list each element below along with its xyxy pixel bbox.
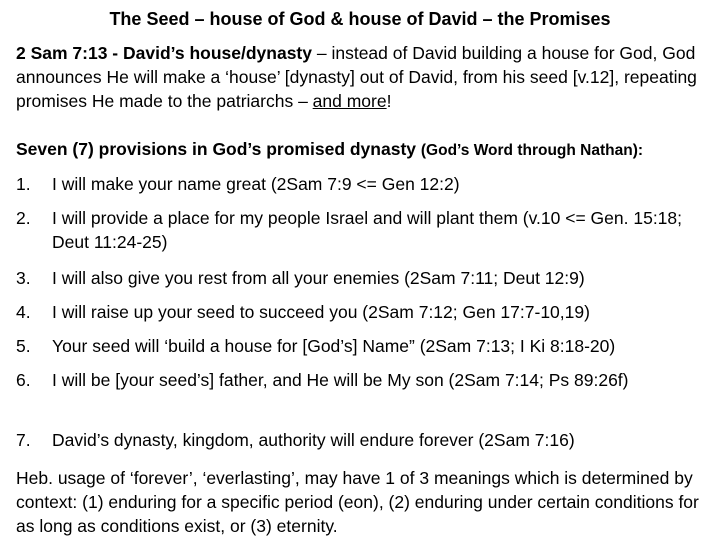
provision-number: 5. bbox=[16, 336, 31, 356]
provision-text: I will make your name great (2Sam 7:9 <= Gen 12:2) bbox=[52, 174, 460, 194]
intro-text-end: ! bbox=[386, 91, 392, 111]
provision-number: 6. bbox=[16, 370, 31, 390]
provision-item-3 bbox=[16, 266, 706, 290]
provision-number: 1. bbox=[16, 174, 31, 194]
provision-text: I will also give you rest from all your enemies (2Sam 7:11; Deut 12:9) bbox=[52, 268, 585, 288]
provisions-heading-note: (God’s Word through Nathan): bbox=[420, 142, 644, 159]
provision-item-1 bbox=[16, 172, 706, 196]
provision-item-6 bbox=[16, 368, 706, 392]
provision-number: 4. bbox=[16, 302, 31, 322]
provision-number: 2. bbox=[16, 208, 31, 228]
provision-item-4 bbox=[16, 300, 706, 324]
provisions-heading bbox=[16, 137, 720, 163]
provision-text: I will raise up your seed to succeed you (2Sam 7:12; Gen 17:7-10,19) bbox=[52, 302, 590, 322]
provision-text: David’s dynasty, kingdom, authority will endure forever (2Sam 7:16) bbox=[52, 430, 575, 450]
intro-lead: 2 Sam 7:13 - David’s house/dynasty bbox=[16, 43, 312, 63]
provision-item-2 bbox=[16, 206, 706, 254]
intro-underlined: and more bbox=[312, 91, 387, 111]
provision-item-5 bbox=[16, 334, 706, 358]
provision-text: I will provide a place for my people Israel and will plant them (v.10 <= Gen. 15:18; Deut 11:24-25) bbox=[52, 208, 683, 252]
slide-title: The Seed – house of God & house of David – the Promises bbox=[109, 9, 611, 29]
intro-paragraph bbox=[16, 41, 716, 113]
provisions-heading-main: Seven (7) provisions in God’s promised dynasty bbox=[16, 139, 417, 159]
intro-text: – instead of David building a house for God, God announces He will make a ‘house’ [dynasty] out of David, from his seed [v.12], repeating promises He made to the patriarchs – bbox=[16, 43, 697, 111]
provision-item-7 bbox=[16, 428, 706, 452]
provision-text: Your seed will ‘build a house for [God’s] Name” (2Sam 7:13; I Ki 8:18-20) bbox=[52, 336, 616, 356]
provision-number: 3. bbox=[16, 268, 31, 288]
provision-number: 7. bbox=[16, 430, 31, 450]
closing-paragraph: Heb. usage of ‘forever’, ‘everlasting’, may have 1 of 3 meanings which is determined by context: (1) enduring for a specific period (eon), (2) enduring under certain conditions for as long as conditions exist, or (3) eternity. bbox=[16, 468, 699, 536]
provision-text: I will be [your seed’s] father, and He will be My son (2Sam 7:14; Ps 89:26f) bbox=[52, 370, 629, 390]
